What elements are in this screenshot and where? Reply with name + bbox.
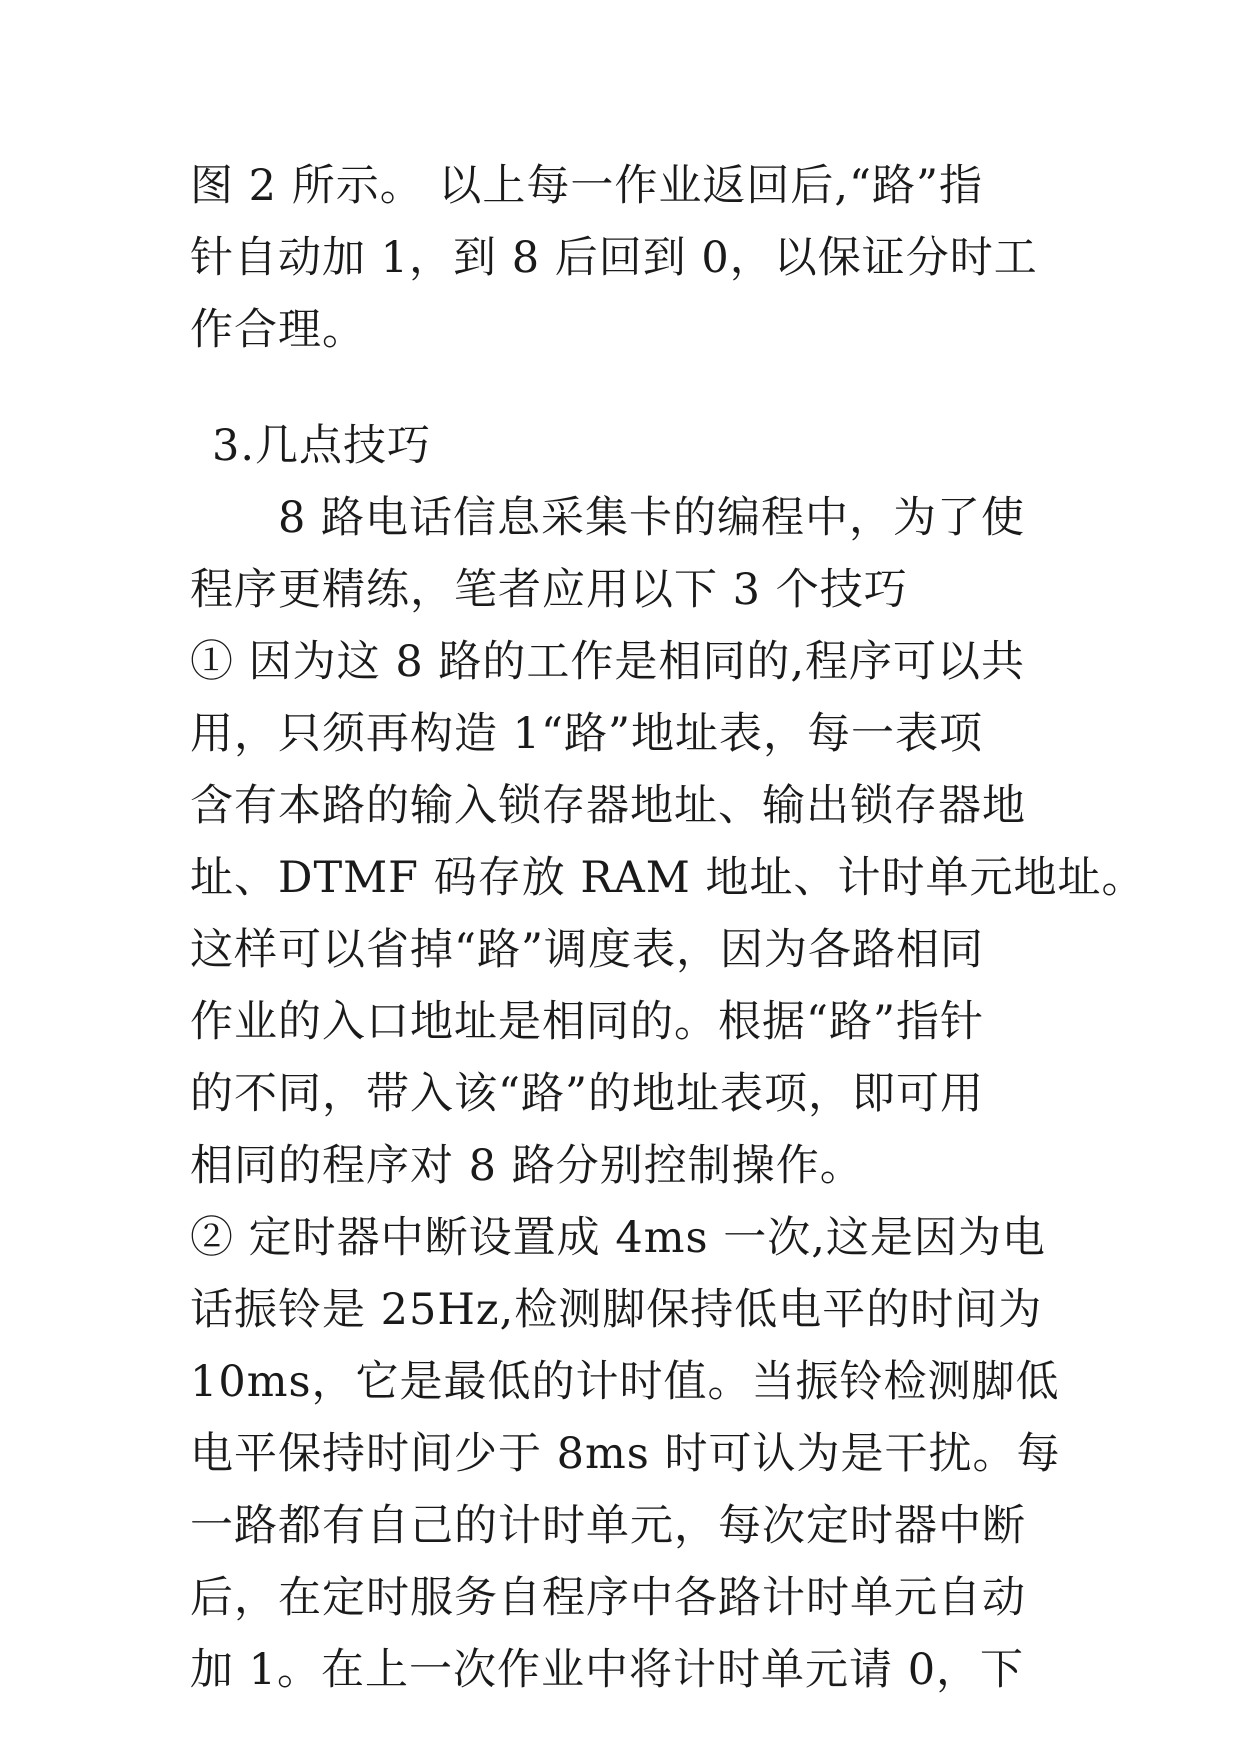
text-line: 作业的入口地址是相同的。根据“路”指针 [190, 997, 984, 1047]
text-line: 这样可以省掉“路”调度表，因为各路相同 [190, 925, 984, 975]
text-line: ② 定时器中断设置成 4ms 一次,这是因为电 [190, 1213, 1046, 1263]
text-line: 作合理。 [190, 305, 366, 355]
text-line: 含有本路的输入锁存器地址、输出锁存器地 [190, 781, 1026, 831]
text-line: 程序更精练，笔者应用以下 3 个技巧 [190, 565, 908, 615]
text-line: ① 因为这 8 路的工作是相同的,程序可以共 [190, 637, 1026, 687]
text-line: 针自动加 1，到 8 后回到 0，以保证分时工 [190, 233, 1038, 283]
text-line: 用，只须再构造 1“路”地址表，每一表项 [190, 709, 983, 759]
text-line: 图 2 所示。 以上每一作业返回后,“路”指 [190, 161, 983, 211]
text-line: 电平保持时间少于 8ms 时可认为是干扰。每 [190, 1429, 1061, 1479]
text-line: 话振铃是 25Hz,检测脚保持低电平的时间为 [190, 1285, 1043, 1335]
text-line: 8 路电话信息采集卡的编程中，为了使 [278, 493, 1026, 543]
text-line: 址、DTMF 码存放 RAM 地址、计时单元地址。 [190, 853, 1146, 903]
text-line: 相同的程序对 8 路分别控制操作。 [190, 1141, 864, 1191]
text-line: 的不同，带入该“路”的地址表项，即可用 [190, 1069, 984, 1119]
text-line: 加 1。在上一次作业中将计时单元请 0，下 [190, 1645, 1025, 1695]
section-heading: 3.几点技巧 [212, 421, 432, 471]
text-line: 10ms，它是最低的计时值。当振铃检测脚低 [190, 1357, 1060, 1407]
text-line: 后，在定时服务自程序中各路计时单元自动 [190, 1573, 1026, 1623]
text-line: 一路都有自己的计时单元，每次定时器中断 [190, 1501, 1026, 1551]
